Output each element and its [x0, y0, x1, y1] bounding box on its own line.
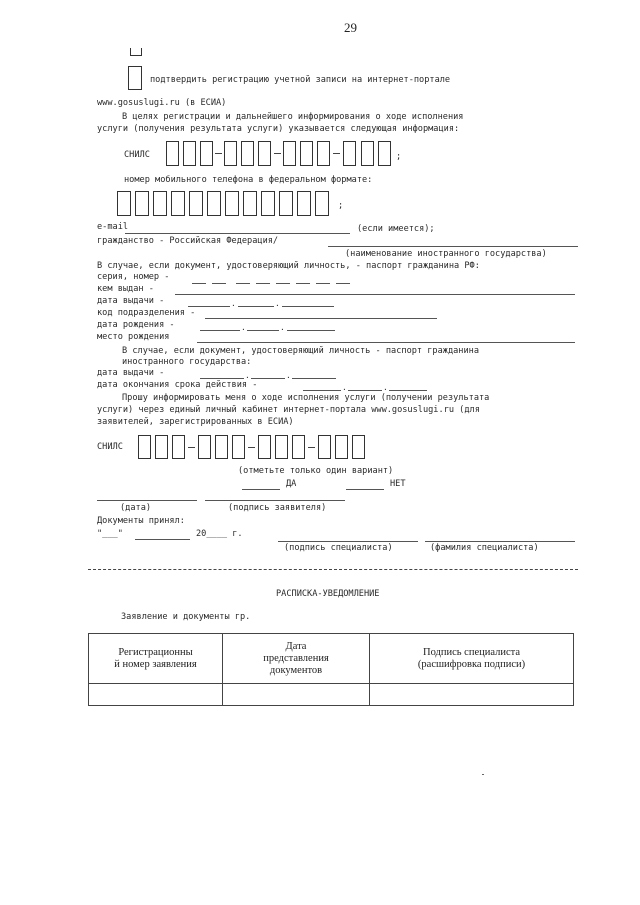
snils-label-2: СНИЛС [97, 442, 123, 452]
issued-by-field[interactable] [175, 294, 575, 295]
receipt-title: РАСПИСКА-УВЕДОМЛЕНИЕ [276, 589, 380, 599]
receipt-table [88, 633, 574, 706]
birth-date-label: дата рождения - [97, 320, 175, 330]
inform-text-1: Прошу информировать меня о ходе исполнения услуги (получении результата [122, 393, 490, 403]
dept-code-field[interactable] [205, 318, 437, 319]
dept-code-label: код подразделения - [97, 308, 196, 318]
yes-field[interactable] [242, 489, 280, 490]
issued-by-label: кем выдан - [97, 284, 154, 294]
inform-text-2: услуги) через единый личный кабинет интернет-портала www.gosuslugi.ru (для [97, 405, 480, 415]
rf-passport-intro: В случае, если документ, удостоверяющий личность, - паспорт гражданина РФ: [97, 261, 480, 271]
receipt-intro: Заявление и документы гр. [121, 612, 251, 622]
docs-accepted-label: Документы принял: [97, 516, 185, 526]
table-row [89, 684, 574, 706]
foreign-issue-date-label: дата выдачи - [97, 368, 165, 378]
specialist-signature-caption: (подпись специалиста) [284, 543, 393, 553]
citizenship-label: гражданство - Российская Федерация/ [97, 236, 279, 246]
reg-number-cell[interactable] [89, 684, 223, 706]
gosuslugi-esia-text: www.gosuslugi.ru (в ЕСИА) [97, 98, 227, 108]
cut-line [88, 569, 578, 570]
specialist-name-line[interactable] [425, 541, 575, 542]
foreign-passport-intro-1: В случае, если документ, удостоверяющий личность - паспорт гражданина [122, 346, 479, 356]
foreign-state-field[interactable] [328, 246, 578, 247]
date-month-field[interactable] [135, 539, 190, 540]
page-number: 29 [344, 20, 357, 35]
email-field[interactable] [125, 233, 350, 234]
birth-place-field[interactable] [197, 342, 575, 343]
inform-text-3: заявителей, зарегистрированных в ЕСИА) [97, 417, 294, 427]
specialist-signature-line[interactable] [278, 541, 418, 542]
yes-label: ДА [286, 479, 297, 489]
signature-cell[interactable] [370, 684, 574, 706]
speck-mark [482, 774, 484, 775]
specialist-name-caption: (фамилия специалиста) [430, 543, 539, 553]
table-header-row [89, 634, 574, 684]
date-template-year: 20____ г. [196, 529, 243, 539]
snils-label: СНИЛС [124, 150, 150, 160]
no-label: НЕТ [390, 479, 406, 489]
purpose-text-1: В целях регистрации и дальнейшего информирования о ходе исполнения [122, 112, 464, 122]
confirm-registration-checkbox[interactable] [128, 66, 142, 90]
email-note: (если имеется); [357, 224, 435, 234]
foreign-passport-intro-2: иностранного государства: [122, 357, 252, 367]
one-option-note: (отметьте только один вариант) [238, 466, 394, 476]
series-number-label: серия, номер - [97, 272, 170, 282]
checkbox-top[interactable] [130, 48, 142, 56]
issue-date-label: дата выдачи - [97, 296, 165, 306]
applicant-signature-caption: (подпись заявителя) [228, 503, 327, 513]
col-reg-number-header: Регистрационны й номер заявления [89, 634, 223, 684]
purpose-text-2: услуги (получения результата услуги) указывается следующая информация: [97, 124, 460, 134]
date-line[interactable] [97, 500, 197, 501]
date-template-day: "___" [97, 529, 123, 539]
col-signature-header: Подпись специалиста (расшифровка подписи) [370, 634, 574, 684]
date-cell[interactable] [223, 684, 370, 706]
email-label: e-mail [97, 222, 129, 232]
phone-label: номер мобильного телефона в федеральном формате: [124, 175, 373, 185]
applicant-signature-line[interactable] [205, 500, 345, 501]
confirm-registration-text: подтвердить регистрацию учетной записи на интернет-портале [150, 75, 451, 85]
foreign-expiry-label: дата окончания срока действия - [97, 380, 258, 390]
date-caption: (дата) [120, 503, 152, 513]
col-date-header: Дата представления документов [223, 634, 370, 684]
birth-place-label: место рождения [97, 332, 170, 342]
foreign-state-caption: (наименование иностранного государства) [345, 249, 547, 259]
no-field[interactable] [346, 489, 384, 490]
